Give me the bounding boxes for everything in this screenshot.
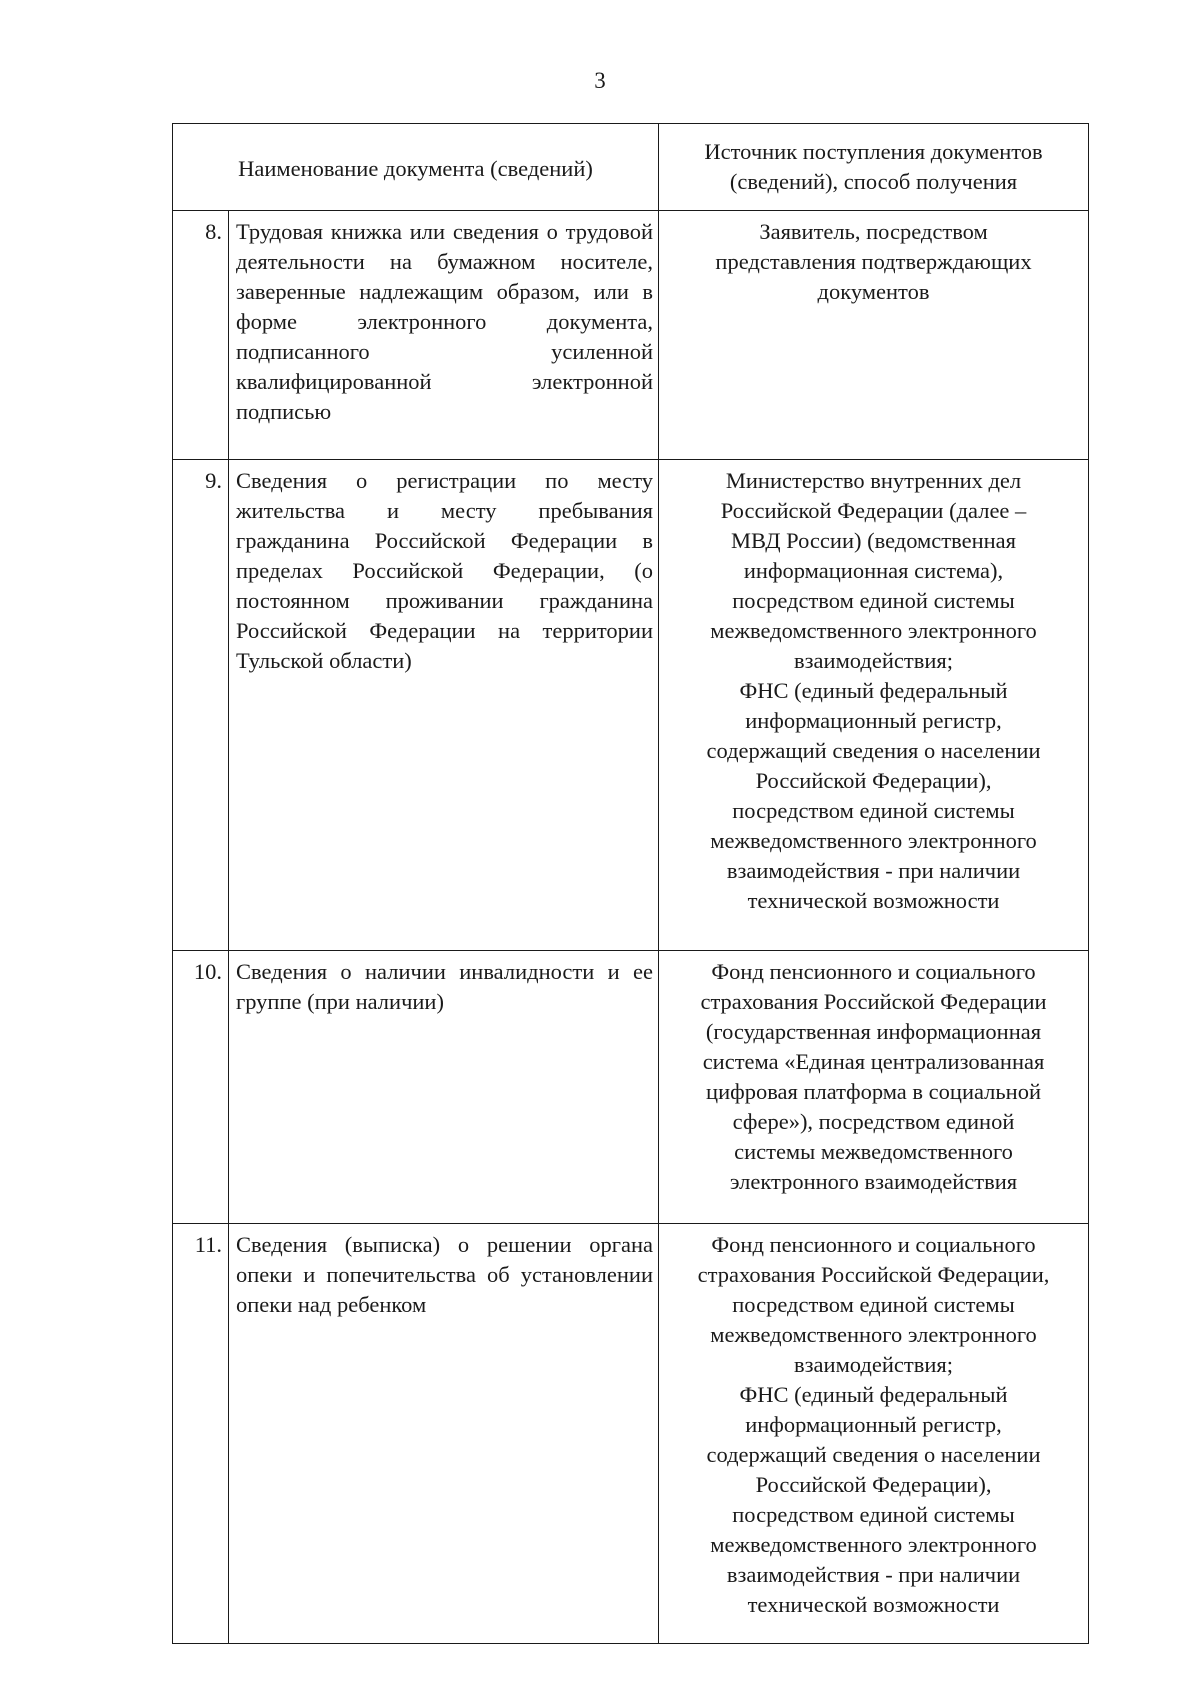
header-source bbox=[659, 124, 1089, 211]
source-line: система «Единая централизованная bbox=[702, 1049, 1045, 1074]
source-line: страхования Российской Федерации bbox=[700, 989, 1047, 1014]
source-line: посредством единой системы bbox=[732, 798, 1015, 823]
table-header-row bbox=[173, 124, 1089, 211]
documents-table bbox=[172, 123, 1089, 1644]
source-line: Заявитель, посредством bbox=[759, 219, 988, 244]
header-document-name: Наименование документа (сведений) bbox=[173, 124, 659, 211]
source-cell bbox=[659, 1224, 1089, 1644]
source-line: взаимодействия - при наличии bbox=[726, 1562, 1021, 1587]
header-source-line: (сведений), способ получения bbox=[729, 169, 1018, 194]
source-line: ФНС (единый федеральный bbox=[739, 1382, 1008, 1407]
source-line: межведомственного электронного bbox=[710, 1532, 1037, 1557]
row-number: 10. bbox=[173, 951, 229, 1224]
row-number: 11. bbox=[173, 1224, 229, 1644]
source-line: межведомственного электронного bbox=[710, 618, 1037, 643]
source-line: сфере»), посредством единой bbox=[732, 1109, 1015, 1134]
source-cell bbox=[659, 211, 1089, 460]
source-line: взаимодействия - при наличии bbox=[726, 858, 1021, 883]
header-source-line: Источник поступления документов bbox=[704, 139, 1043, 164]
source-line: межведомственного электронного bbox=[710, 828, 1037, 853]
source-line: страхования Российской Федерации, bbox=[697, 1262, 1050, 1287]
source-line: ФНС (единый федеральный bbox=[739, 678, 1008, 703]
source-line: Министерство внутренних дел bbox=[725, 468, 1022, 493]
table-row bbox=[173, 1224, 1089, 1644]
page-number: 3 bbox=[594, 68, 606, 93]
source-line: Фонд пенсионного и социального bbox=[711, 959, 1036, 984]
source-cell bbox=[659, 460, 1089, 951]
source-line: информационная система), bbox=[743, 558, 1004, 583]
source-line: (государственная информационная bbox=[705, 1019, 1042, 1044]
source-line: взаимодействия; bbox=[794, 1352, 953, 1377]
source-line: взаимодействия; bbox=[794, 648, 953, 673]
source-line: документов bbox=[817, 279, 930, 304]
source-line: Фонд пенсионного и социального bbox=[711, 1232, 1036, 1257]
source-line: информационный регистр, bbox=[745, 1412, 1002, 1437]
source-line: межведомственного электронного bbox=[710, 1322, 1037, 1347]
table-row bbox=[173, 460, 1089, 951]
source-line: цифровая платформа в социальной bbox=[706, 1079, 1041, 1104]
source-line: Российской Федерации (далее – bbox=[720, 498, 1027, 523]
document-name-cell: Сведения о регистрации по месту жительства и месту пребывания гражданина Российской Федерации в пределах Российской Федерации, (о постоянном проживании гражданина Российской Федерации на территории Тульской области) bbox=[229, 460, 659, 951]
source-line: МВД России) (ведомственная bbox=[731, 528, 1016, 553]
source-line: посредством единой системы bbox=[732, 588, 1015, 613]
source-line: информационный регистр, bbox=[745, 708, 1002, 733]
document-name-cell: Трудовая книжка или сведения о трудовой деятельности на бумажном носителе, заверенные надлежащим образом, или в форме электронного документа, подписанного усиленной квалифицированной электронной подписью bbox=[229, 211, 659, 460]
source-line: электронного взаимодействия bbox=[729, 1169, 1018, 1194]
source-line: технической возможности bbox=[747, 1592, 1000, 1617]
source-line: Российской Федерации), bbox=[755, 768, 992, 793]
source-line: посредством единой системы bbox=[732, 1292, 1015, 1317]
source-line: посредством единой системы bbox=[732, 1502, 1015, 1527]
source-line: Российской Федерации), bbox=[755, 1472, 992, 1497]
source-line: системы межведомственного bbox=[734, 1139, 1013, 1164]
table-row bbox=[173, 951, 1089, 1224]
table-row bbox=[173, 211, 1089, 460]
source-line: технической возможности bbox=[747, 888, 1000, 913]
source-line: представления подтверждающих bbox=[715, 249, 1032, 274]
document-name-cell: Сведения о наличии инвалидности и ее группе (при наличии) bbox=[229, 951, 659, 1224]
document-name-cell: Сведения (выписка) о решении органа опеки и попечительства об установлении опеки над ребенком bbox=[229, 1224, 659, 1644]
row-number: 8. bbox=[173, 211, 229, 460]
row-number: 9. bbox=[173, 460, 229, 951]
source-cell bbox=[659, 951, 1089, 1224]
source-line: содержащий сведения о населении bbox=[706, 738, 1041, 763]
source-line: содержащий сведения о населении bbox=[706, 1442, 1041, 1467]
